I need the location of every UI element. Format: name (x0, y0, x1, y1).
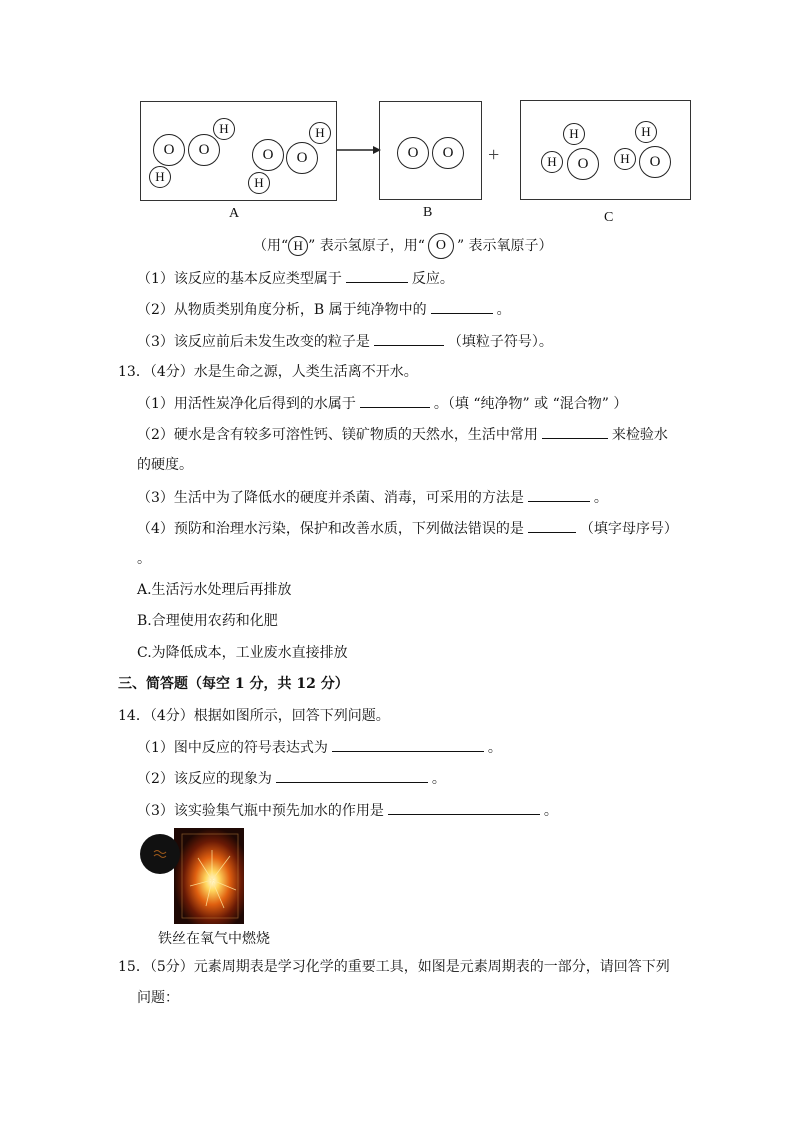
iron-wire-burning-photo (140, 828, 244, 924)
arrow-icon (337, 143, 381, 157)
q13-option-b: B.合理使用农药和化肥 (137, 613, 278, 629)
oxygen-atom: O (286, 142, 318, 174)
oxygen-atom: O (432, 137, 464, 169)
q14-part1-text: （1）图中反应的符号表达式为 (137, 740, 328, 756)
q13-part2-text: （2）硬水是含有较多可溶性钙、镁矿物质的天然水，生活中常用 (137, 427, 538, 443)
hydrogen-atom-legend: H (288, 236, 308, 256)
hydrogen-atom: H (614, 148, 636, 170)
oxygen-atom: O (567, 148, 599, 180)
q13-part2-continued: 的硬度。 (137, 457, 193, 473)
box-c (520, 100, 691, 200)
hydrogen-atom: H (309, 122, 331, 144)
q13-part4-suffix: （填字母序号） (579, 521, 678, 537)
answer-blank[interactable] (528, 518, 576, 533)
oxygen-atom-legend: O (428, 233, 454, 259)
q13-option-a: A.生活污水处理后再排放 (137, 582, 292, 598)
hydrogen-atom: H (635, 121, 657, 143)
q13-part3 (137, 487, 608, 508)
answer-blank[interactable] (388, 800, 540, 815)
answer-blank[interactable] (431, 299, 493, 314)
hydrogen-atom: H (248, 172, 270, 194)
q15-heading-continued: 问题： (137, 990, 179, 1006)
q14-part3 (137, 800, 558, 821)
legend-suffix: ” 表示氧原子） (456, 238, 553, 254)
q13-part3-text: （3）生活中为了降低水的硬度并杀菌、消毒，可采用的方法是 (137, 490, 524, 506)
diagram-legend (253, 233, 553, 259)
answer-blank[interactable] (542, 424, 608, 439)
q13-option-c: C.为降低成本，工业废水直接排放 (137, 645, 348, 661)
q13-part1 (137, 393, 627, 414)
answer-blank[interactable] (346, 268, 408, 283)
hydrogen-atom: H (149, 166, 171, 188)
q12-part3 (137, 331, 553, 352)
answer-blank[interactable] (276, 768, 428, 783)
oxygen-atom: O (639, 146, 671, 178)
q12-part1 (137, 268, 454, 289)
q14-part1-suffix: 。 (487, 740, 502, 756)
hydrogen-atom: H (563, 123, 585, 145)
q13-part4 (137, 518, 678, 539)
box-a-label: A (229, 206, 240, 221)
answer-blank[interactable] (332, 737, 484, 752)
section-3-title: 三、简答题（每空 1 分，共 12 分） (118, 676, 349, 692)
oxygen-atom: O (153, 134, 185, 166)
q15-heading: 15．（5分）元素周期表是学习化学的重要工具，如图是元素周期表的一部分，请回答下列 (118, 959, 670, 975)
box-c-label: C (604, 210, 614, 225)
box-b (379, 101, 482, 200)
oxygen-atom: O (188, 134, 220, 166)
q13-part4-continued: 。 (137, 551, 151, 567)
oxygen-atom: O (252, 139, 284, 171)
q13-part1-text: （1）用活性炭净化后得到的水属于 (137, 396, 356, 412)
q14-heading: 14．（4分）根据如图所示，回答下列问题。 (118, 708, 390, 724)
q13-part3-suffix: 。 (593, 490, 608, 506)
q14-part3-suffix: 。 (543, 803, 558, 819)
photo-caption: 铁丝在氧气中燃烧 (158, 931, 270, 947)
q12-part3-suffix: （填粒子符号）。 (447, 334, 553, 350)
q12-part2-suffix: 。 (496, 302, 511, 318)
legend-mid: ” 表示氢原子，用“ (308, 238, 425, 254)
q13-heading: 13．（4分）水是生命之源，人类生活离不开水。 (118, 364, 418, 380)
hydrogen-atom: H (541, 151, 563, 173)
hydrogen-atom: H (213, 118, 235, 140)
q12-part1-suffix: 反应。 (411, 271, 454, 287)
box-a (140, 101, 337, 201)
q12-part2-text: （2）从物质类别角度分析，B 属于纯净物中的 (137, 302, 427, 318)
q13-part1-suffix: 。（填 “纯净物” 或 “混合物” ） (433, 396, 628, 412)
answer-blank[interactable] (360, 393, 430, 408)
answer-blank[interactable] (374, 331, 444, 346)
q14-part1 (137, 737, 502, 758)
q13-part2-suffix: 来检验水 (611, 427, 668, 443)
q12-part2 (137, 299, 511, 320)
box-b-label: B (423, 205, 433, 220)
oxygen-atom: O (397, 137, 429, 169)
answer-blank[interactable] (528, 487, 590, 502)
q14-part2-text: （2）该反应的现象为 (137, 771, 272, 787)
photo-illustration (140, 828, 244, 924)
q13-part2 (137, 424, 668, 445)
q14-part3-text: （3）该实验集气瓶中预先加水的作用是 (137, 803, 384, 819)
legend-prefix: （用“ (253, 238, 289, 254)
q14-part2-suffix: 。 (431, 771, 446, 787)
q12-part1-text: （1）该反应的基本反应类型属于 (137, 271, 342, 287)
q13-part4-text: （4）预防和治理水污染，保护和改善水质，下列做法错误的是 (137, 521, 524, 537)
plus-sign: + (488, 144, 500, 166)
q14-part2 (137, 768, 446, 789)
q12-part3-text: （3）该反应前后未发生改变的粒子是 (137, 334, 370, 350)
